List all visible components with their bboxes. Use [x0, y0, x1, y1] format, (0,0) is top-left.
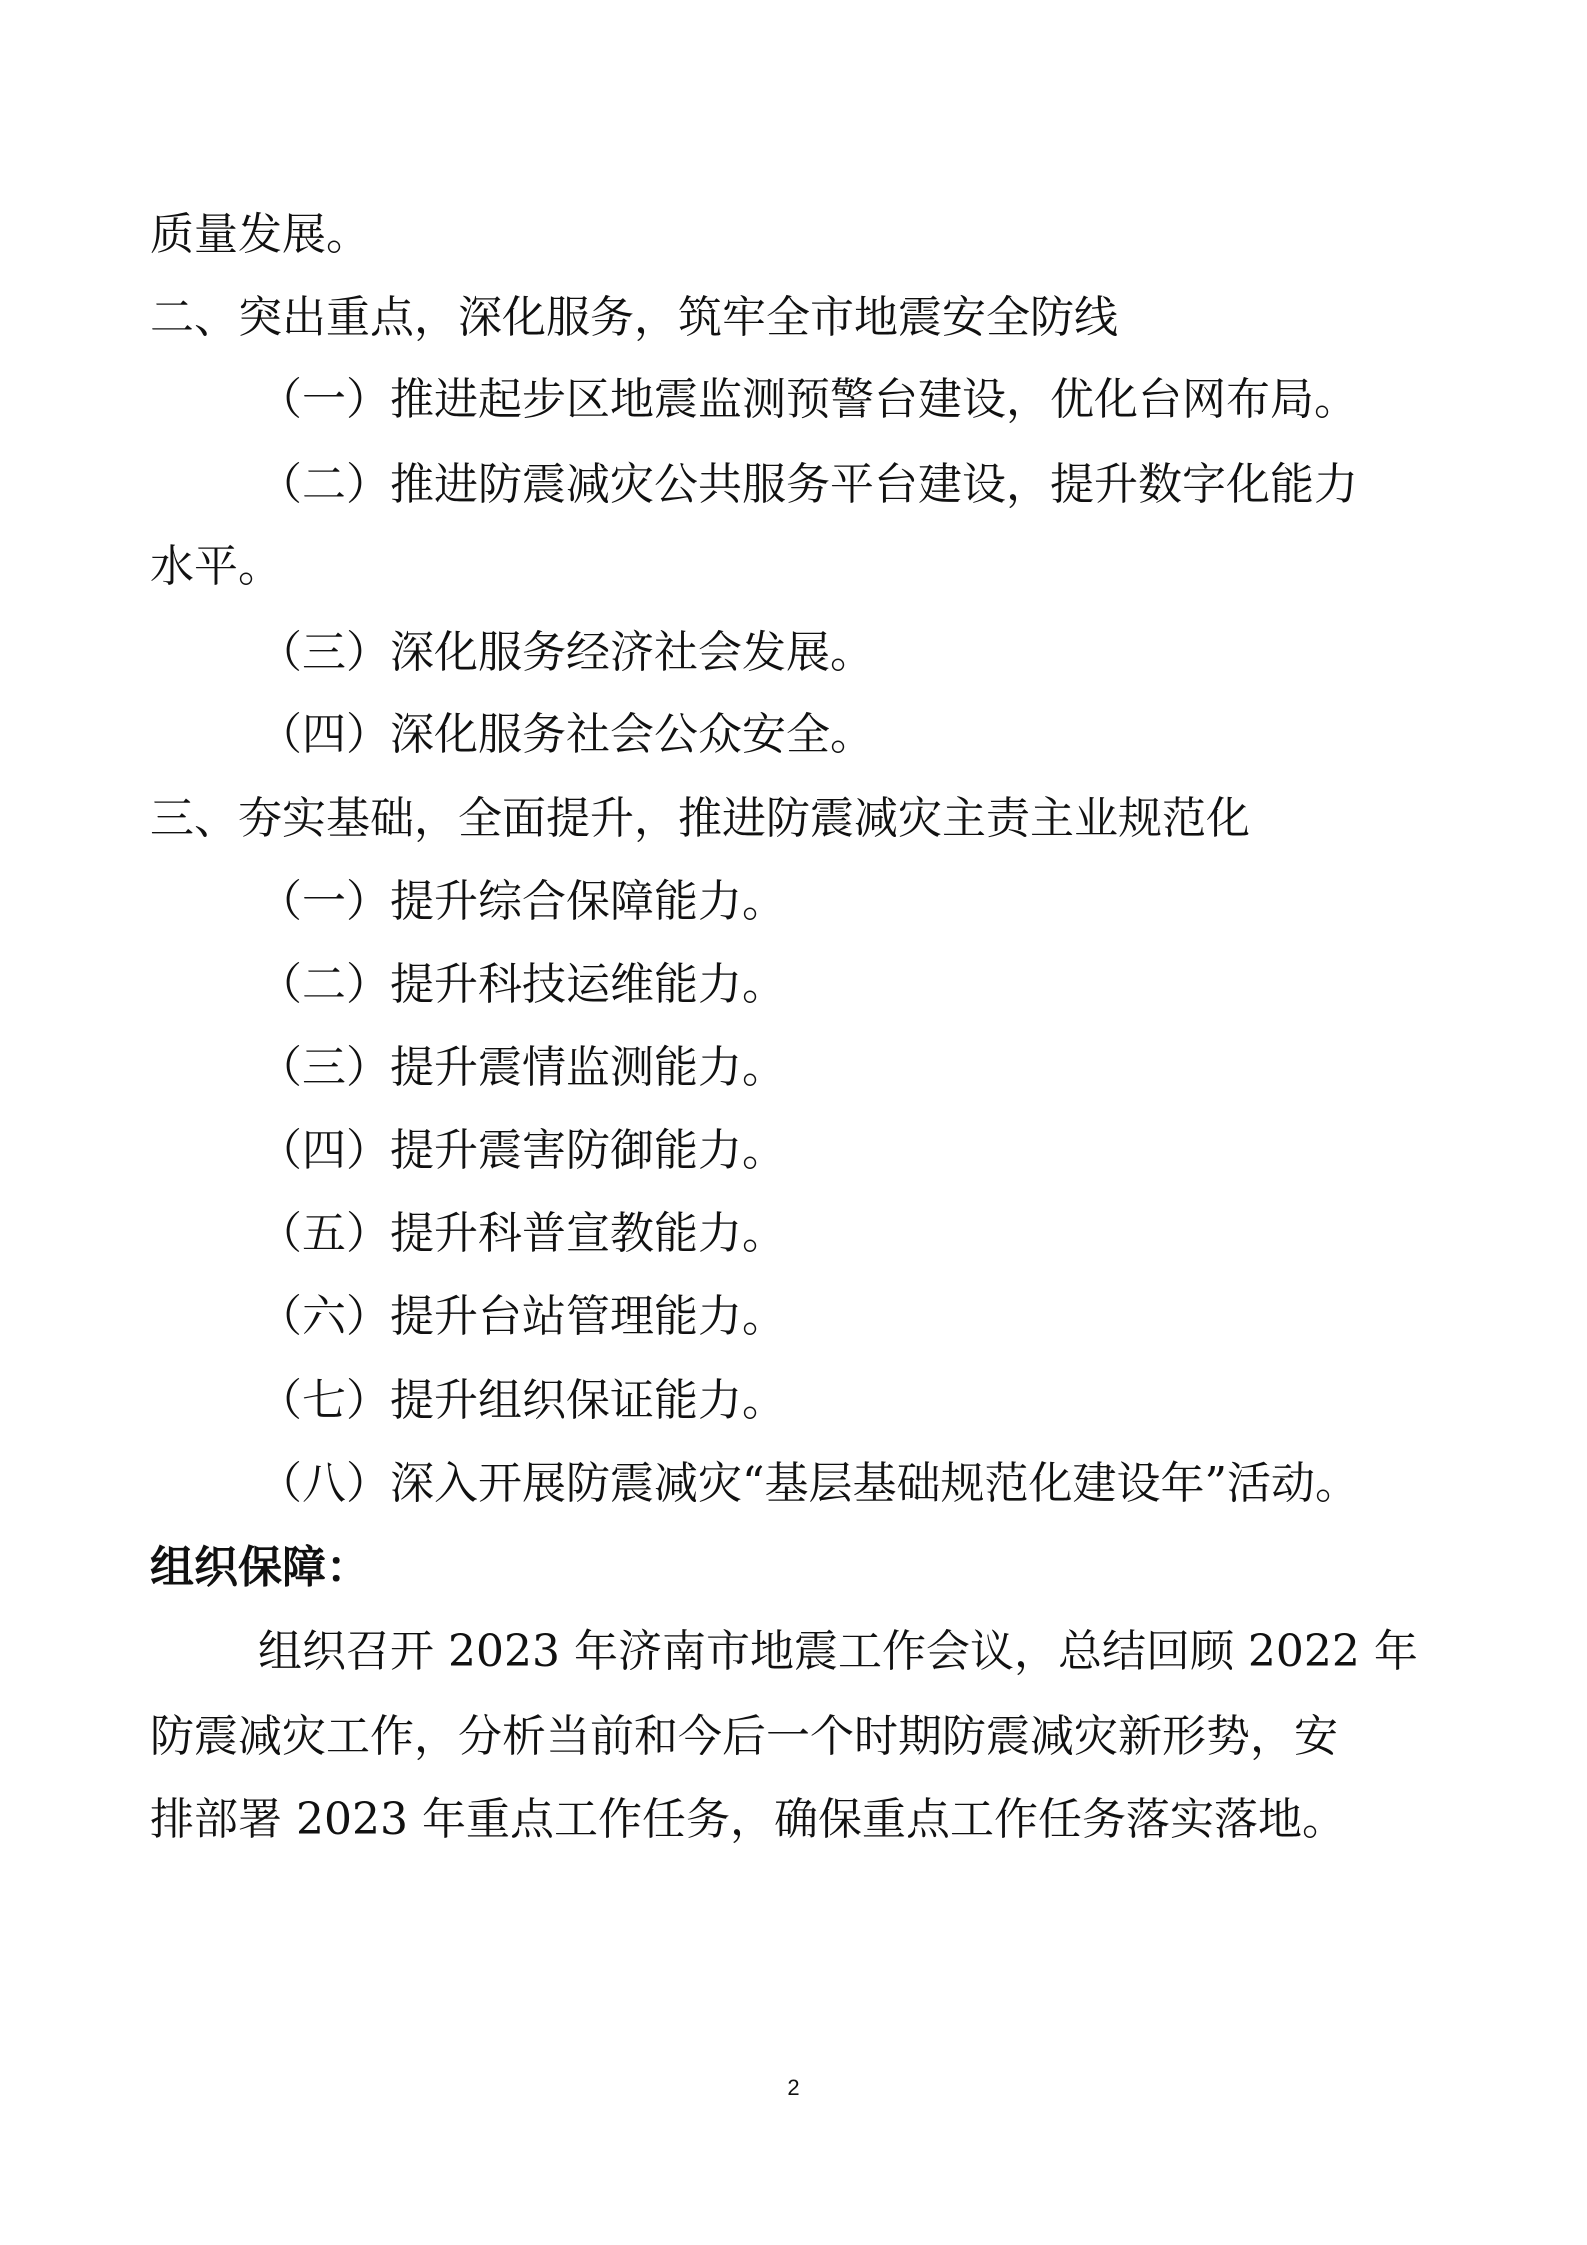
body-text-line: 排部署 2023 年重点工作任务，确保重点工作任务落实落地。: [150, 1794, 1346, 1845]
subsection-item: （七）提升组织保证能力。: [258, 1375, 786, 1426]
body-text-line: 水平。: [150, 541, 282, 592]
subsection-item: （二）提升科技运维能力。: [258, 959, 786, 1010]
body-text-line: 组织召开 2023 年济南市地震工作会议，总结回顾 2022 年: [258, 1626, 1418, 1677]
bold-heading: 组织保障：: [150, 1542, 370, 1593]
subsection-item: （三）提升震情监测能力。: [258, 1042, 786, 1093]
subsection-item: （六）提升台站管理能力。: [258, 1291, 786, 1342]
section-heading: 二、突出重点，深化服务，筑牢全市地震安全防线: [150, 292, 1118, 343]
subsection-item: （二）推进防震减灾公共服务平台建设，提升数字化能力: [258, 459, 1358, 510]
subsection-item: （五）提升科普宣教能力。: [258, 1208, 786, 1259]
subsection-item: （三）深化服务经济社会发展。: [258, 627, 874, 678]
subsection-item: （四）深化服务社会公众安全。: [258, 709, 874, 760]
subsection-item: （一）推进起步区地震监测预警台建设，优化台网布局。: [258, 374, 1358, 425]
body-text-line: 质量发展。: [150, 209, 370, 260]
body-text-line: 防震减灾工作，分析当前和今后一个时期防震减灾新形势，安: [150, 1711, 1338, 1762]
page-number: 2: [787, 2075, 800, 2100]
subsection-item: （四）提升震害防御能力。: [258, 1125, 786, 1176]
subsection-item: （一）提升综合保障能力。: [258, 876, 786, 927]
section-heading: 三、夯实基础，全面提升，推进防震减灾主责主业规范化: [150, 793, 1250, 844]
subsection-item: （八）深入开展防震减灾“基层基础规范化建设年”活动。: [258, 1458, 1359, 1509]
